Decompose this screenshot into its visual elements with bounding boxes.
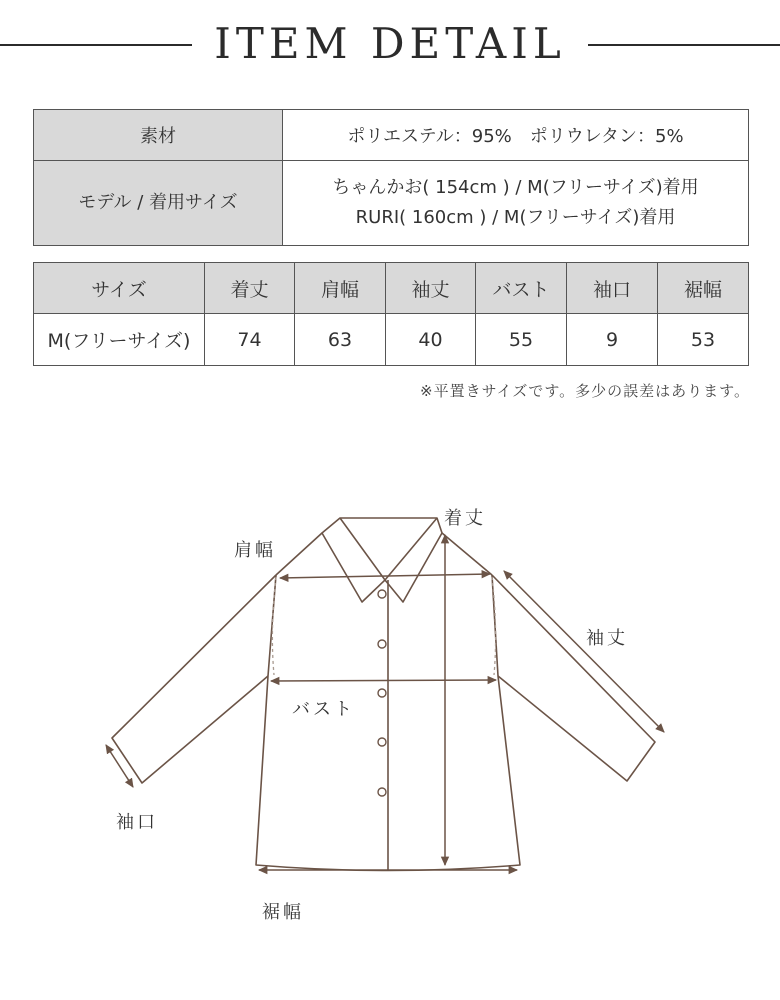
- size-table: [33, 262, 749, 366]
- collar-inner: [340, 518, 437, 580]
- right-sleeve-outline: [492, 575, 655, 781]
- cell-sleeve: 40: [386, 314, 476, 366]
- shoulder-arrow: [280, 574, 490, 578]
- sleeve-arrow: [504, 571, 664, 732]
- header-shoulder: 肩幅: [295, 263, 386, 314]
- header-bust: バスト: [476, 263, 567, 314]
- sleeve-label: 袖丈: [586, 628, 628, 649]
- button: [378, 590, 386, 598]
- hem-label: 裾幅: [262, 902, 304, 923]
- bust-label: バスト: [292, 699, 355, 720]
- size-note: ※平置きサイズです。多少の誤差はあります。: [420, 382, 750, 400]
- header-hem: 裾幅: [658, 263, 749, 314]
- header-size: サイズ: [34, 263, 205, 314]
- shirt-diagram: [0, 440, 780, 1000]
- button: [378, 689, 386, 697]
- title-rule-left: [0, 44, 192, 46]
- size-table-header: [34, 263, 749, 314]
- model-value: [283, 161, 749, 246]
- material-table: [33, 109, 749, 246]
- material-label: 素材: [34, 110, 283, 161]
- shoulder-line: [276, 533, 492, 575]
- model-row: [34, 161, 749, 246]
- cuff-label: 袖口: [116, 812, 158, 833]
- header-cuff: 袖口: [567, 263, 658, 314]
- model-value-line-1: ちゃんかお( 154cm ) / M(フリーサイズ)着用: [332, 177, 699, 198]
- button: [378, 738, 386, 746]
- left-sleeve-outline: [112, 575, 276, 783]
- cuff-arrow: [106, 745, 133, 787]
- cell-length: 74: [205, 314, 295, 366]
- cell-hem: 53: [658, 314, 749, 366]
- button: [378, 788, 386, 796]
- cell-cuff: 9: [567, 314, 658, 366]
- length-label: 着丈: [444, 508, 486, 529]
- model-value-line-2: RURI( 160cm ) / M(フリーサイズ)着用: [355, 207, 676, 228]
- model-label: モデル / 着用サイズ: [34, 161, 283, 246]
- material-row: [34, 110, 749, 161]
- header-sleeve: 袖丈: [386, 263, 476, 314]
- cell-bust: 55: [476, 314, 567, 366]
- cell-size: M(フリーサイズ): [34, 314, 205, 366]
- table-row: [34, 314, 749, 366]
- material-value: ポリエステル：95% ポリウレタン：5%: [283, 110, 749, 161]
- bust-arrow: [271, 680, 496, 681]
- shoulder-label: 肩幅: [234, 540, 276, 561]
- button: [378, 640, 386, 648]
- title-bar: [0, 18, 780, 70]
- page-title: ITEM DETAIL: [214, 19, 566, 68]
- cell-shoulder: 63: [295, 314, 386, 366]
- title-rule-right: [588, 44, 780, 46]
- header-length: 着丈: [205, 263, 295, 314]
